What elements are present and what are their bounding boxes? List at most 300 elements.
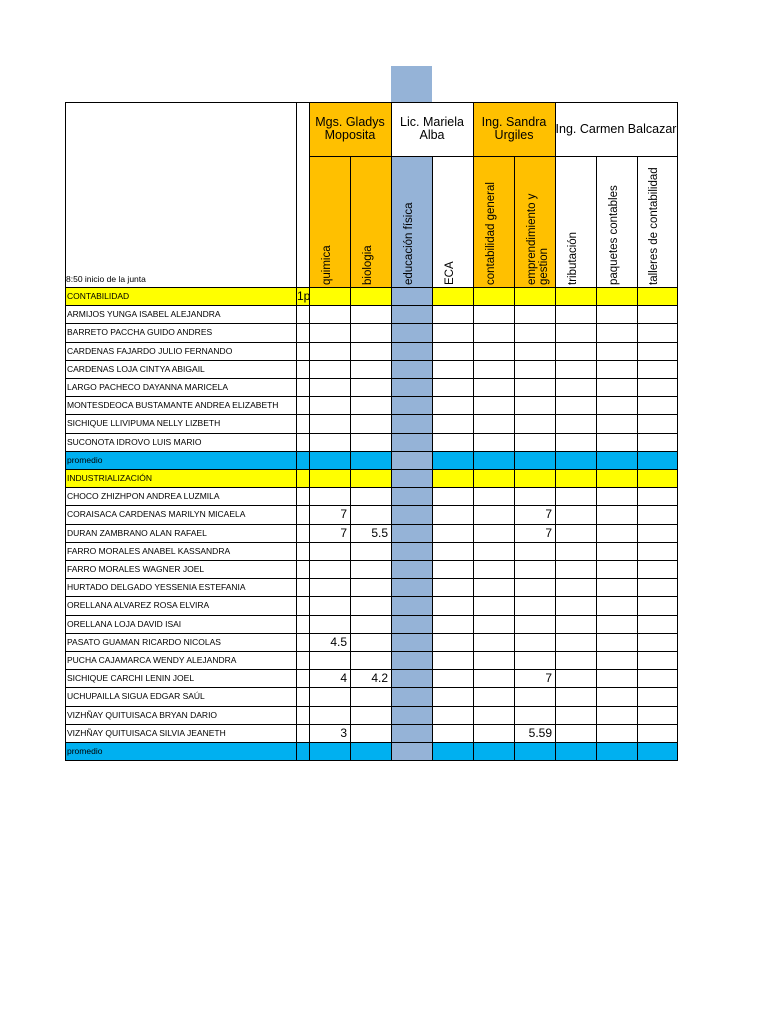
grade-cell[interactable] [596,669,637,687]
grade-cell[interactable] [473,378,514,396]
grade-cell[interactable] [432,615,473,633]
grade-cell[interactable] [555,305,596,323]
grade-cell[interactable] [391,687,432,705]
grade-cell[interactable] [309,287,350,305]
grade-cell[interactable]: 4.2 [371,671,388,686]
student-name-cell[interactable]: ORELLANA ALVAREZ ROSA ELVIRA [67,600,210,611]
grade-cell[interactable] [473,651,514,669]
grade-cell[interactable] [473,360,514,378]
section-label[interactable]: CONTABILIDAD [67,291,130,302]
grade-cell[interactable] [391,651,432,669]
grade-cell[interactable] [309,687,350,705]
grade-cell[interactable] [637,305,677,323]
grade-cell[interactable] [596,596,637,614]
grade-cell[interactable] [596,305,637,323]
grid-line [65,742,678,743]
grade-cell[interactable] [596,742,637,760]
grade-cell[interactable] [391,524,432,542]
student-name-cell[interactable]: HURTADO DELGADO YESSENIA ESTEFANIA [67,582,246,593]
grade-cell[interactable] [309,469,350,487]
subject-label: biologia [361,245,374,285]
grade-cell[interactable] [596,487,637,505]
grade-cell[interactable] [514,360,555,378]
grade-cell[interactable] [432,706,473,724]
grade-cell[interactable] [350,378,391,396]
subject-header-6[interactable] [514,156,555,287]
grade-cell[interactable] [514,487,555,505]
subject-label: talleres de contabilidad [648,167,660,285]
grade-cell[interactable] [391,578,432,596]
grid-line [65,724,678,725]
grade-cell[interactable] [350,342,391,360]
grade-cell[interactable] [514,560,555,578]
grade-cell[interactable] [473,396,514,414]
grade-cell[interactable]: 7 [545,507,552,522]
student-name-cell[interactable]: CORAISACA CARDENAS MARILYN MICAELA [67,509,246,520]
grade-cell[interactable] [391,433,432,451]
grade-cell[interactable] [350,560,391,578]
grade-cell[interactable] [473,596,514,614]
grid-line [65,760,678,761]
grade-cell[interactable] [432,578,473,596]
grade-cell[interactable] [473,542,514,560]
subject-header-2[interactable] [350,156,391,287]
grade-cell[interactable] [514,578,555,596]
grade-cell[interactable] [555,323,596,341]
grade-cell[interactable] [637,615,677,633]
grade-cell[interactable]: 7 [340,507,347,522]
grade-cell[interactable] [637,451,677,469]
grade-cell[interactable] [309,378,350,396]
grade-cell[interactable] [637,323,677,341]
subject-label: quimica [320,245,333,285]
grid-line [65,287,678,288]
grade-cell[interactable] [309,615,350,633]
grade-cell[interactable] [473,633,514,651]
student-name-cell[interactable]: BARRETO PACCHA GUIDO ANDRES [67,327,213,338]
grade-cell[interactable] [391,633,432,651]
grade-cell[interactable] [596,706,637,724]
grade-cell[interactable] [555,469,596,487]
grade-cell[interactable] [514,596,555,614]
grade-cell[interactable] [637,724,677,742]
grade-cell[interactable] [514,542,555,560]
subject-header-9[interactable] [637,156,677,287]
grid-line [65,102,678,103]
grade-cell[interactable] [555,360,596,378]
grade-cell[interactable] [637,487,677,505]
grade-cell[interactable] [391,742,432,760]
grade-cell[interactable] [596,524,637,542]
grade-cell[interactable] [555,669,596,687]
grade-cell[interactable] [637,469,677,487]
grade-cell[interactable] [555,378,596,396]
grade-cell[interactable] [309,396,350,414]
teacher-cell-urgiles[interactable] [473,102,555,156]
grade-cell[interactable]: 3 [340,725,347,740]
grade-cell[interactable] [596,469,637,487]
grade-cell[interactable]: 7 [545,671,552,686]
grade-cell[interactable] [637,433,677,451]
grade-cell[interactable] [637,342,677,360]
grade-cell[interactable] [309,433,350,451]
grade-cell[interactable] [350,724,391,742]
grade-cell[interactable] [350,469,391,487]
grade-cell[interactable] [350,323,391,341]
grade-cell[interactable] [350,505,391,523]
grade-cell[interactable] [514,687,555,705]
grade-cell[interactable] [309,451,350,469]
grade-cell[interactable] [596,687,637,705]
grade-cell[interactable] [555,687,596,705]
grade-cell[interactable] [350,414,391,432]
grade-cell[interactable] [637,396,677,414]
grade-cell[interactable] [596,542,637,560]
grade-cell[interactable] [473,578,514,596]
teacher-cell-moposita[interactable] [309,102,391,156]
grade-cell[interactable] [391,305,432,323]
grade-cell[interactable] [391,414,432,432]
grade-cell[interactable] [350,633,391,651]
grade-cell[interactable] [555,287,596,305]
grade-cell[interactable] [391,724,432,742]
grade-cell[interactable] [514,742,555,760]
grade-cell[interactable] [555,542,596,560]
grade-cell[interactable] [432,287,473,305]
grade-cell[interactable] [514,651,555,669]
grade-cell[interactable] [391,505,432,523]
section-label[interactable]: INDUSTRIALIZACIÓN [67,473,153,484]
student-name-cell[interactable]: SICHIQUE CARCHI LENIN JOEL [67,673,195,684]
grade-cell[interactable] [596,451,637,469]
grade-cell[interactable] [350,578,391,596]
junta-note: 8:50 inicio de la junta [66,274,146,284]
grade-cell[interactable] [391,615,432,633]
grade-cell[interactable] [309,578,350,596]
grade-cell[interactable] [473,706,514,724]
grade-cell[interactable] [514,633,555,651]
student-name-cell[interactable]: VIZHÑAY QUITUISACA SILVIA JEANETH [67,727,226,738]
student-name-cell[interactable]: CARDENAS FAJARDO JULIO FERNANDO [67,345,233,356]
grade-cell[interactable]: 7 [340,525,347,540]
grade-cell[interactable] [309,342,350,360]
grade-cell[interactable] [309,560,350,578]
grade-cell[interactable] [432,469,473,487]
grade-cell[interactable] [473,469,514,487]
grid-line [65,396,678,397]
grade-cell[interactable] [473,560,514,578]
grade-cell[interactable] [350,487,391,505]
grade-cell[interactable] [350,742,391,760]
grade-cell[interactable] [432,451,473,469]
subject-header-1[interactable] [309,156,350,287]
grid-line [65,414,678,415]
grid-line [309,156,678,157]
grade-cell[interactable] [514,469,555,487]
grade-cell[interactable] [350,651,391,669]
grade-cell[interactable] [555,596,596,614]
grade-cell[interactable] [637,742,677,760]
grade-cell[interactable] [637,287,677,305]
grade-cell[interactable] [514,451,555,469]
grade-cell[interactable] [555,342,596,360]
grade-cell[interactable] [555,706,596,724]
grade-cell[interactable] [391,542,432,560]
average-label[interactable]: promedio [67,746,103,757]
grade-cell[interactable] [637,669,677,687]
student-name-cell[interactable]: ARMIJOS YUNGA ISABEL ALEJANDRA [67,309,221,320]
grade-cell[interactable] [432,342,473,360]
grade-cell[interactable] [391,487,432,505]
grade-cell[interactable] [350,396,391,414]
grade-cell[interactable] [637,524,677,542]
grade-cell[interactable] [350,451,391,469]
teacher-cell-alba[interactable] [391,102,473,156]
grade-cell[interactable] [391,378,432,396]
grade-cell[interactable] [637,542,677,560]
grade-cell[interactable] [432,669,473,687]
grade-cell[interactable] [432,414,473,432]
grid-line [65,505,678,506]
grade-cell[interactable] [350,596,391,614]
grid-line [65,469,678,470]
student-name-cell[interactable]: SICHIQUE LLIVIPUMA NELLY LIZBETH [67,418,221,429]
grade-cell[interactable]: 4 [340,671,347,686]
grade-cell[interactable]: 5.5 [371,525,388,540]
subject-header-3[interactable] [391,156,432,287]
grade-cell[interactable] [391,287,432,305]
grade-cell[interactable] [309,542,350,560]
student-name-cell[interactable]: DURAN ZAMBRANO ALAN RAFAEL [67,527,207,538]
grade-cell[interactable] [637,414,677,432]
grade-cell[interactable] [514,378,555,396]
grade-cell[interactable]: 4.5 [330,634,347,649]
grade-cell[interactable] [473,724,514,742]
teacher-cell-balcazar[interactable] [555,102,677,156]
grade-cell[interactable] [596,396,637,414]
grade-cell[interactable] [432,542,473,560]
grade-cell[interactable] [555,396,596,414]
student-name-cell[interactable]: LARGO PACHECO DAYANNA MARICELA [67,382,229,393]
grade-cell[interactable] [391,323,432,341]
grade-cell[interactable] [309,360,350,378]
grade-cell[interactable] [555,487,596,505]
student-name-cell[interactable]: ORELLANA LOJA DAVID ISAI [67,618,182,629]
period-cell[interactable]: 1p [297,289,311,303]
student-name-cell[interactable]: SUCONOTA IDROVO LUIS MARIO [67,436,202,447]
grade-cell[interactable] [555,414,596,432]
grade-cell[interactable] [555,724,596,742]
grade-cell[interactable] [555,578,596,596]
grade-cell[interactable] [350,542,391,560]
grade-cell[interactable] [432,378,473,396]
student-name-cell[interactable]: MONTESDEOCA BUSTAMANTE ANDREA ELIZABETH [67,400,279,411]
grade-cell[interactable] [473,287,514,305]
grade-cell[interactable] [596,342,637,360]
grade-cell[interactable] [391,669,432,687]
grade-cell[interactable] [473,414,514,432]
grade-cell[interactable] [555,560,596,578]
grade-cell[interactable] [514,414,555,432]
grid-line [65,433,678,434]
student-name-cell[interactable]: CHOCO ZHIZHPON ANDREA LUZMILA [67,491,220,502]
grade-cell[interactable] [596,433,637,451]
grade-cell[interactable] [432,742,473,760]
student-name-cell[interactable]: UCHUPAILLA SIGUA EDGAR SAÚL [67,691,205,702]
grade-cell[interactable] [432,360,473,378]
grade-cell[interactable] [596,378,637,396]
grid-line [296,102,297,761]
grid-line [65,542,678,543]
student-name-cell[interactable]: FARRO MORALES WAGNER JOEL [67,564,205,575]
grade-cell[interactable] [596,323,637,341]
subject-label: tributación [566,231,579,285]
grade-cell[interactable] [596,560,637,578]
grade-cell[interactable] [473,323,514,341]
student-name-cell[interactable]: VIZHÑAY QUITUISACA BRYAN DARIO [67,709,218,720]
grade-cell[interactable] [555,615,596,633]
grade-cell[interactable] [473,669,514,687]
grade-cell[interactable] [432,633,473,651]
grade-cell[interactable] [555,451,596,469]
grade-cell[interactable] [555,524,596,542]
grade-cell[interactable] [432,596,473,614]
grade-cell[interactable] [309,706,350,724]
grade-cell[interactable] [432,560,473,578]
grade-cell[interactable] [432,687,473,705]
subject-header-4[interactable] [432,156,473,287]
grade-cell[interactable] [432,305,473,323]
grade-cell[interactable] [432,524,473,542]
grade-cell[interactable] [637,505,677,523]
grid-line [65,633,678,634]
grade-cell[interactable] [555,505,596,523]
grade-cell[interactable] [432,505,473,523]
grid-line [65,102,66,761]
grade-cell[interactable] [309,305,350,323]
grade-cell[interactable] [432,323,473,341]
grade-cell[interactable] [637,560,677,578]
grade-cell[interactable] [514,433,555,451]
grade-cell[interactable] [391,396,432,414]
grade-cell[interactable] [391,469,432,487]
grade-cell[interactable] [473,742,514,760]
grid-line [637,156,638,761]
grade-cell[interactable] [514,323,555,341]
grade-cell[interactable] [473,305,514,323]
grade-cell[interactable] [555,433,596,451]
grade-cell[interactable] [555,651,596,669]
grade-cell[interactable] [473,615,514,633]
grade-cell[interactable] [596,615,637,633]
grade-cell[interactable] [473,524,514,542]
grade-cell[interactable] [596,578,637,596]
grade-cell[interactable] [309,651,350,669]
grade-cell[interactable] [309,596,350,614]
grade-cell[interactable] [309,487,350,505]
grade-cell[interactable] [391,360,432,378]
grade-cell[interactable] [432,396,473,414]
grade-cell[interactable] [637,633,677,651]
grade-cell[interactable] [637,378,677,396]
grade-cell[interactable] [473,487,514,505]
grade-cell[interactable] [596,287,637,305]
grade-cell[interactable] [637,596,677,614]
grade-cell[interactable] [473,342,514,360]
grade-cell[interactable] [350,706,391,724]
student-name-cell[interactable]: CARDENAS LOJA CINTYA ABIGAIL [67,363,205,374]
grade-cell[interactable] [350,433,391,451]
grade-cell[interactable] [514,396,555,414]
grade-cell[interactable] [514,615,555,633]
grade-cell[interactable] [596,633,637,651]
grade-cell[interactable] [514,287,555,305]
grid-line [65,596,678,597]
grade-cell[interactable] [309,323,350,341]
student-name-cell[interactable]: PUCHA CAJAMARCA WENDY ALEJANDRA [67,655,237,666]
grade-cell[interactable] [637,687,677,705]
subject-header-8[interactable] [596,156,637,287]
grade-cell[interactable] [514,342,555,360]
grade-cell[interactable] [637,360,677,378]
grade-cell[interactable] [350,687,391,705]
grade-cell[interactable] [596,414,637,432]
grade-cell[interactable] [637,578,677,596]
grade-cell[interactable] [350,615,391,633]
grade-cell[interactable] [432,487,473,505]
subject-header-5[interactable] [473,156,514,287]
student-name-cell[interactable]: FARRO MORALES ANABEL KASSANDRA [67,545,231,556]
grade-cell[interactable] [391,706,432,724]
grade-cell[interactable] [596,651,637,669]
grid-line [65,615,678,616]
grade-cell[interactable] [596,505,637,523]
grade-cell[interactable] [514,305,555,323]
grade-cell[interactable] [637,706,677,724]
grade-cell[interactable] [350,287,391,305]
grid-line [514,156,515,761]
grade-cell[interactable] [432,433,473,451]
grade-cell[interactable] [514,706,555,724]
grade-cell[interactable] [596,360,637,378]
grade-cell[interactable]: 7 [545,525,552,540]
grid-line [65,451,678,452]
grade-cell[interactable] [391,596,432,614]
grade-cell[interactable] [637,651,677,669]
grade-cell[interactable] [473,451,514,469]
grade-cell[interactable]: 5.59 [528,725,552,740]
student-name-cell[interactable]: PASATO GUAMAN RICARDO NICOLAS [67,636,221,647]
grade-cell[interactable] [555,742,596,760]
grade-cell[interactable] [596,724,637,742]
grid-line [596,156,597,761]
grade-cell[interactable] [432,651,473,669]
grade-cell[interactable] [473,433,514,451]
grade-cell[interactable] [350,360,391,378]
grade-cell[interactable] [350,305,391,323]
subject-header-7[interactable] [555,156,596,287]
grade-cell[interactable] [473,505,514,523]
grade-cell[interactable] [309,414,350,432]
grade-cell[interactable] [309,742,350,760]
grade-cell[interactable] [391,451,432,469]
grade-cell[interactable] [555,633,596,651]
grade-cell[interactable] [391,560,432,578]
average-label[interactable]: promedio [67,454,103,465]
grade-cell[interactable] [473,687,514,705]
grade-cell[interactable] [432,724,473,742]
grade-cell[interactable] [391,342,432,360]
